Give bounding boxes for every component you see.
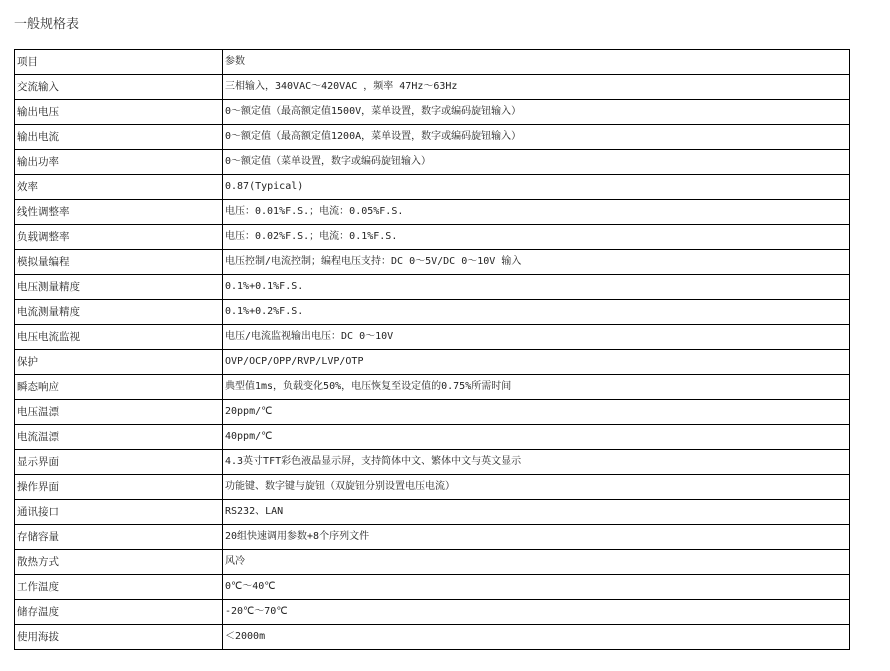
cell-param: 0.1%+0.1%F.S.: [223, 275, 850, 300]
spec-table: [14, 49, 850, 650]
cell-param: 0～额定值（菜单设置，数字或编码旋钮输入）: [223, 150, 850, 175]
table-row: [15, 325, 850, 350]
cell-item: 操作界面: [15, 475, 223, 500]
cell-item: 电压电流监视: [15, 325, 223, 350]
table-row: [15, 550, 850, 575]
cell-item: 储存温度: [15, 600, 223, 625]
cell-item: 输出电压: [15, 100, 223, 125]
cell-param: 功能键、数字键与旋钮（双旋钮分别设置电压电流）: [223, 475, 850, 500]
cell-item: 存储容量: [15, 525, 223, 550]
cell-item: 模拟量编程: [15, 250, 223, 275]
cell-param: 典型值1ms，负载变化50%，电压恢复至设定值的0.75%所需时间: [223, 375, 850, 400]
table-row: [15, 100, 850, 125]
cell-item: 通讯接口: [15, 500, 223, 525]
table-header-row: [15, 50, 850, 75]
page-title: 一般规格表: [14, 17, 80, 32]
cell-param: -20℃～70℃: [223, 600, 850, 625]
cell-item: 显示界面: [15, 450, 223, 475]
table-row: [15, 525, 850, 550]
cell-item: 瞬态响应: [15, 375, 223, 400]
table-row: [15, 200, 850, 225]
cell-item: 散热方式: [15, 550, 223, 575]
header-cell-item: 项目: [15, 50, 223, 75]
cell-param: OVP/OCP/OPP/RVP/LVP/OTP: [223, 350, 850, 375]
cell-param: 0～额定值（最高额定值1200A，菜单设置，数字或编码旋钮输入）: [223, 125, 850, 150]
table-row: [15, 475, 850, 500]
cell-param: 40ppm/℃: [223, 425, 850, 450]
table-row: [15, 575, 850, 600]
cell-param: 0℃～40℃: [223, 575, 850, 600]
cell-param: 电压：0.02%F.S.；电流：0.1%F.S.: [223, 225, 850, 250]
cell-param: 电压/电流监视输出电压：DC 0～10V: [223, 325, 850, 350]
table-row: [15, 400, 850, 425]
cell-param: 三相输入，340VAC～420VAC ，频率 47Hz～63Hz: [223, 75, 850, 100]
cell-param: 20组快速调用参数+8个序列文件: [223, 525, 850, 550]
table-row: [15, 250, 850, 275]
cell-param: 电压控制/电流控制；编程电压支持：DC 0～5V/DC 0～10V 输入: [223, 250, 850, 275]
table-row: [15, 450, 850, 475]
cell-param: 电压：0.01%F.S.；电流：0.05%F.S.: [223, 200, 850, 225]
cell-item: 线性调整率: [15, 200, 223, 225]
cell-item: 负载调整率: [15, 225, 223, 250]
cell-item: 电流温漂: [15, 425, 223, 450]
table-row: [15, 225, 850, 250]
cell-param: 0.1%+0.2%F.S.: [223, 300, 850, 325]
cell-item: 输出功率: [15, 150, 223, 175]
cell-item: 保护: [15, 350, 223, 375]
cell-param: ＜2000m: [223, 625, 850, 650]
cell-item: 工作温度: [15, 575, 223, 600]
table-row: [15, 275, 850, 300]
cell-param: RS232、LAN: [223, 500, 850, 525]
table-row: [15, 600, 850, 625]
cell-item: 电压测量精度: [15, 275, 223, 300]
table-row: [15, 350, 850, 375]
cell-item: 使用海拔: [15, 625, 223, 650]
table-row: [15, 150, 850, 175]
table-row: [15, 75, 850, 100]
cell-item: 输出电流: [15, 125, 223, 150]
cell-param: 4.3英寸TFT彩色液晶显示屏，支持简体中文、繁体中文与英文显示: [223, 450, 850, 475]
cell-item: 电流测量精度: [15, 300, 223, 325]
header-cell-param: 参数: [223, 50, 850, 75]
table-row: [15, 300, 850, 325]
cell-item: 电压温漂: [15, 400, 223, 425]
spec-table-body: [15, 50, 850, 650]
table-row: [15, 175, 850, 200]
table-row: [15, 425, 850, 450]
table-row: [15, 625, 850, 650]
cell-param: 风冷: [223, 550, 850, 575]
cell-param: 20ppm/℃: [223, 400, 850, 425]
cell-item: 效率: [15, 175, 223, 200]
cell-item: 交流输入: [15, 75, 223, 100]
table-row: [15, 125, 850, 150]
table-row: [15, 500, 850, 525]
table-row: [15, 375, 850, 400]
cell-param: 0.87(Typical): [223, 175, 850, 200]
cell-param: 0～额定值（最高额定值1500V，菜单设置，数字或编码旋钮输入）: [223, 100, 850, 125]
